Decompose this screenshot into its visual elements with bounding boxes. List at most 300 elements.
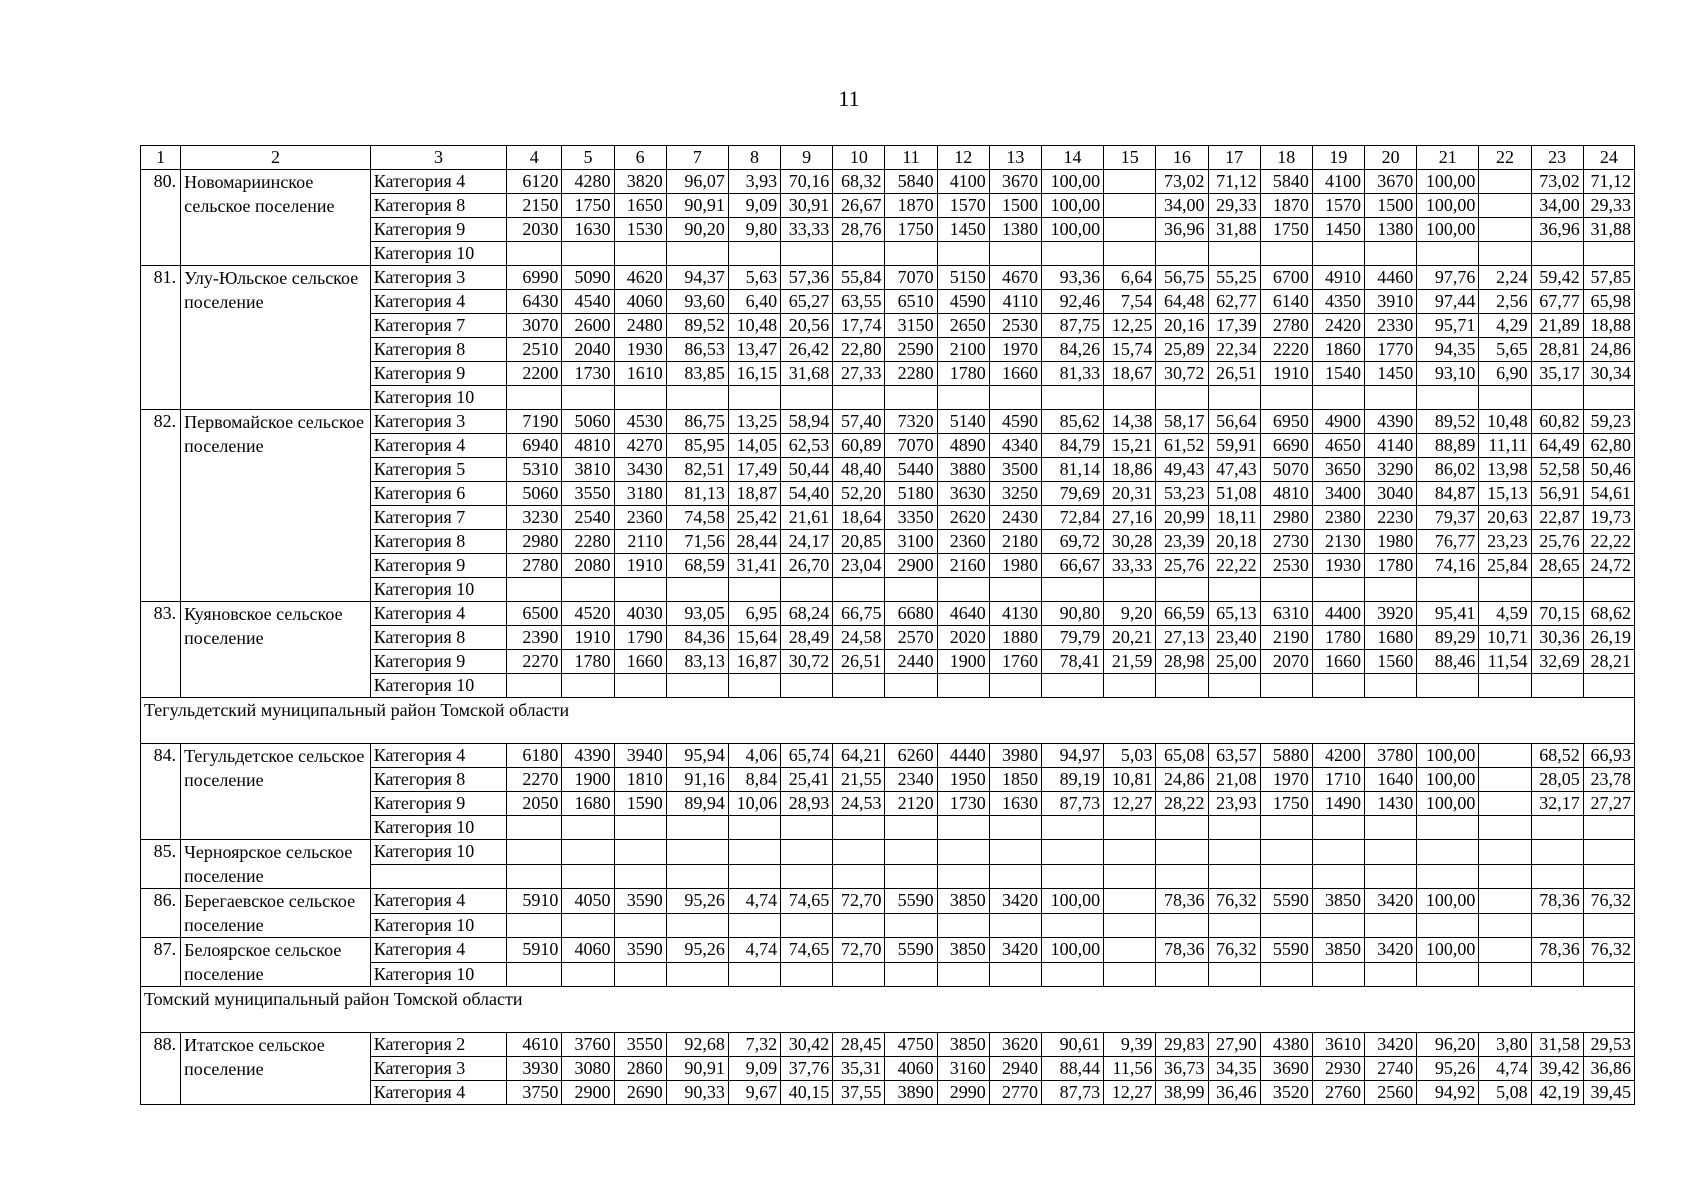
category-cell: Категория 8 bbox=[370, 194, 506, 218]
value-cell: 2540 bbox=[562, 506, 614, 530]
value-cell: 28,65 bbox=[1531, 554, 1583, 578]
value-cell: 5090 bbox=[562, 266, 614, 290]
value-cell bbox=[1417, 962, 1479, 987]
value-cell: 36,73 bbox=[1156, 1057, 1208, 1081]
value-cell: 1780 bbox=[562, 650, 614, 674]
value-cell: 72,70 bbox=[833, 889, 885, 914]
value-cell: 81,13 bbox=[666, 482, 728, 506]
value-cell: 27,27 bbox=[1583, 792, 1634, 816]
value-cell bbox=[833, 864, 885, 889]
value-cell: 72,84 bbox=[1041, 506, 1103, 530]
value-cell bbox=[937, 816, 989, 840]
value-cell bbox=[1531, 816, 1583, 840]
value-cell: 27,90 bbox=[1208, 1033, 1260, 1057]
value-cell bbox=[1104, 218, 1156, 242]
value-cell bbox=[1479, 889, 1531, 914]
value-cell: 4650 bbox=[1312, 434, 1364, 458]
value-cell: 2480 bbox=[614, 314, 666, 338]
category-cell: Категория 4 bbox=[370, 889, 506, 914]
value-cell: 18,11 bbox=[1208, 506, 1260, 530]
value-cell bbox=[1156, 962, 1208, 987]
value-cell: 4280 bbox=[562, 170, 614, 194]
value-cell bbox=[1208, 864, 1260, 889]
value-cell: 3820 bbox=[614, 170, 666, 194]
value-cell bbox=[1417, 578, 1479, 602]
value-cell bbox=[666, 386, 728, 410]
value-cell: 6500 bbox=[507, 602, 562, 626]
value-cell: 4030 bbox=[614, 602, 666, 626]
value-cell: 50,44 bbox=[781, 458, 833, 482]
value-cell bbox=[1104, 242, 1156, 266]
value-cell bbox=[1312, 962, 1364, 987]
category-cell: Категория 4 bbox=[370, 938, 506, 963]
value-cell: 10,06 bbox=[728, 792, 780, 816]
value-cell: 4380 bbox=[1260, 1033, 1312, 1057]
value-cell: 83,13 bbox=[666, 650, 728, 674]
value-cell bbox=[1260, 840, 1312, 865]
value-cell: 2860 bbox=[614, 1057, 666, 1081]
value-cell: 95,26 bbox=[1417, 1057, 1479, 1081]
value-cell bbox=[1208, 816, 1260, 840]
value-cell: 4340 bbox=[989, 434, 1041, 458]
value-cell: 9,09 bbox=[728, 194, 780, 218]
value-cell: 3630 bbox=[937, 482, 989, 506]
category-cell: Категория 10 bbox=[370, 578, 506, 602]
value-cell bbox=[507, 913, 562, 938]
category-cell: Категория 4 bbox=[370, 1081, 506, 1105]
category-cell: Категория 10 bbox=[370, 913, 506, 938]
value-cell: 4590 bbox=[937, 290, 989, 314]
value-cell bbox=[1531, 674, 1583, 698]
value-cell bbox=[728, 386, 780, 410]
value-cell: 30,36 bbox=[1531, 626, 1583, 650]
value-cell bbox=[614, 386, 666, 410]
value-cell: 4,74 bbox=[1479, 1057, 1531, 1081]
value-cell: 22,22 bbox=[1208, 554, 1260, 578]
value-cell bbox=[1156, 386, 1208, 410]
value-cell: 17,74 bbox=[833, 314, 885, 338]
value-cell: 1570 bbox=[937, 194, 989, 218]
value-cell bbox=[1208, 578, 1260, 602]
value-cell: 76,32 bbox=[1583, 938, 1634, 963]
value-cell: 36,46 bbox=[1208, 1081, 1260, 1105]
value-cell: 4,59 bbox=[1479, 602, 1531, 626]
category-cell: Категория 9 bbox=[370, 792, 506, 816]
value-cell: 27,33 bbox=[833, 362, 885, 386]
value-cell bbox=[1260, 242, 1312, 266]
value-cell bbox=[1365, 242, 1417, 266]
value-cell: 78,36 bbox=[1531, 889, 1583, 914]
value-cell bbox=[1104, 816, 1156, 840]
value-cell: 7,32 bbox=[728, 1033, 780, 1057]
value-cell: 30,72 bbox=[781, 650, 833, 674]
value-cell: 25,89 bbox=[1156, 338, 1208, 362]
value-cell: 72,70 bbox=[833, 938, 885, 963]
value-cell bbox=[1479, 744, 1531, 768]
value-cell: 12,27 bbox=[1104, 792, 1156, 816]
value-cell: 100,00 bbox=[1041, 170, 1103, 194]
value-cell: 92,68 bbox=[666, 1033, 728, 1057]
value-cell: 97,44 bbox=[1417, 290, 1479, 314]
value-cell: 95,26 bbox=[666, 889, 728, 914]
value-cell: 2990 bbox=[937, 1081, 989, 1105]
table-row bbox=[141, 938, 1635, 963]
value-cell: 7070 bbox=[885, 266, 937, 290]
value-cell: 2120 bbox=[885, 792, 937, 816]
value-cell: 68,62 bbox=[1583, 602, 1634, 626]
header-row bbox=[141, 146, 1635, 170]
value-cell bbox=[1208, 386, 1260, 410]
value-cell bbox=[989, 578, 1041, 602]
value-cell bbox=[1041, 674, 1103, 698]
value-cell bbox=[1417, 242, 1479, 266]
column-header: 13 bbox=[989, 146, 1041, 170]
value-cell: 87,75 bbox=[1041, 314, 1103, 338]
value-cell: 89,52 bbox=[1417, 410, 1479, 434]
value-cell: 49,43 bbox=[1156, 458, 1208, 482]
value-cell: 1500 bbox=[1365, 194, 1417, 218]
value-cell bbox=[833, 962, 885, 987]
value-cell: 90,61 bbox=[1041, 1033, 1103, 1057]
value-cell bbox=[989, 840, 1041, 865]
value-cell: 31,41 bbox=[728, 554, 780, 578]
value-cell: 2980 bbox=[1260, 506, 1312, 530]
settlement-name: Белоярское сельское поселение bbox=[181, 938, 371, 987]
value-cell bbox=[666, 864, 728, 889]
value-cell bbox=[1479, 938, 1531, 963]
value-cell bbox=[781, 578, 833, 602]
value-cell: 3910 bbox=[1365, 290, 1417, 314]
column-header: 22 bbox=[1479, 146, 1531, 170]
value-cell: 4130 bbox=[989, 602, 1041, 626]
value-cell: 2780 bbox=[507, 554, 562, 578]
value-cell: 74,58 bbox=[666, 506, 728, 530]
value-cell: 17,49 bbox=[728, 458, 780, 482]
value-cell: 24,17 bbox=[781, 530, 833, 554]
value-cell: 22,34 bbox=[1208, 338, 1260, 362]
value-cell bbox=[507, 840, 562, 865]
value-cell: 26,42 bbox=[781, 338, 833, 362]
value-cell: 38,99 bbox=[1156, 1081, 1208, 1105]
value-cell: 18,88 bbox=[1583, 314, 1634, 338]
value-cell: 1650 bbox=[614, 194, 666, 218]
value-cell: 3670 bbox=[1365, 170, 1417, 194]
value-cell: 2270 bbox=[507, 650, 562, 674]
value-cell: 84,36 bbox=[666, 626, 728, 650]
value-cell: 3230 bbox=[507, 506, 562, 530]
value-cell: 23,04 bbox=[833, 554, 885, 578]
value-cell bbox=[728, 242, 780, 266]
value-cell bbox=[1104, 962, 1156, 987]
table-row bbox=[141, 1033, 1635, 1057]
category-cell: Категория 4 bbox=[370, 744, 506, 768]
value-cell bbox=[666, 913, 728, 938]
value-cell: 4890 bbox=[937, 434, 989, 458]
value-cell: 1900 bbox=[937, 650, 989, 674]
value-cell bbox=[1365, 674, 1417, 698]
value-cell: 89,19 bbox=[1041, 768, 1103, 792]
category-cell: Категория 8 bbox=[370, 768, 506, 792]
value-cell: 2940 bbox=[989, 1057, 1041, 1081]
value-cell: 9,80 bbox=[728, 218, 780, 242]
value-cell: 55,84 bbox=[833, 266, 885, 290]
value-cell bbox=[1260, 962, 1312, 987]
value-cell: 1640 bbox=[1365, 768, 1417, 792]
value-cell: 14,38 bbox=[1104, 410, 1156, 434]
row-number: 84. bbox=[141, 744, 181, 840]
value-cell: 3550 bbox=[614, 1033, 666, 1057]
value-cell: 9,67 bbox=[728, 1081, 780, 1105]
value-cell: 3620 bbox=[989, 1033, 1041, 1057]
value-cell: 4350 bbox=[1312, 290, 1364, 314]
value-cell: 22,22 bbox=[1583, 530, 1634, 554]
value-cell bbox=[885, 864, 937, 889]
value-cell bbox=[1417, 864, 1479, 889]
value-cell: 25,76 bbox=[1531, 530, 1583, 554]
value-cell: 96,07 bbox=[666, 170, 728, 194]
value-cell: 31,58 bbox=[1531, 1033, 1583, 1057]
value-cell: 63,57 bbox=[1208, 744, 1260, 768]
column-header: 21 bbox=[1417, 146, 1479, 170]
value-cell: 1900 bbox=[562, 768, 614, 792]
value-cell bbox=[507, 962, 562, 987]
value-cell bbox=[1041, 913, 1103, 938]
value-cell: 4810 bbox=[562, 434, 614, 458]
value-cell: 2190 bbox=[1260, 626, 1312, 650]
value-cell: 1450 bbox=[1312, 218, 1364, 242]
value-cell: 23,78 bbox=[1583, 768, 1634, 792]
value-cell: 26,70 bbox=[781, 554, 833, 578]
value-cell bbox=[1479, 170, 1531, 194]
value-cell bbox=[1479, 768, 1531, 792]
value-cell: 3520 bbox=[1260, 1081, 1312, 1105]
value-cell bbox=[1365, 864, 1417, 889]
value-cell: 100,00 bbox=[1417, 768, 1479, 792]
value-cell: 68,52 bbox=[1531, 744, 1583, 768]
value-cell: 21,55 bbox=[833, 768, 885, 792]
value-cell: 2900 bbox=[562, 1081, 614, 1105]
value-cell: 19,73 bbox=[1583, 506, 1634, 530]
value-cell bbox=[1260, 913, 1312, 938]
value-cell bbox=[614, 816, 666, 840]
category-cell: Категория 3 bbox=[370, 410, 506, 434]
value-cell: 5,63 bbox=[728, 266, 780, 290]
row-number: 83. bbox=[141, 602, 181, 698]
column-header: 15 bbox=[1104, 146, 1156, 170]
value-cell: 88,89 bbox=[1417, 434, 1479, 458]
value-cell: 1530 bbox=[614, 218, 666, 242]
value-cell bbox=[1583, 864, 1634, 889]
value-cell bbox=[989, 674, 1041, 698]
value-cell: 100,00 bbox=[1417, 744, 1479, 768]
value-cell: 4390 bbox=[1365, 410, 1417, 434]
value-cell: 90,33 bbox=[666, 1081, 728, 1105]
value-cell: 28,49 bbox=[781, 626, 833, 650]
value-cell: 60,89 bbox=[833, 434, 885, 458]
value-cell: 93,05 bbox=[666, 602, 728, 626]
value-cell bbox=[507, 674, 562, 698]
value-cell: 74,65 bbox=[781, 889, 833, 914]
value-cell bbox=[937, 913, 989, 938]
value-cell: 1910 bbox=[562, 626, 614, 650]
category-cell bbox=[370, 864, 506, 889]
category-cell: Категория 9 bbox=[370, 554, 506, 578]
value-cell: 97,76 bbox=[1417, 266, 1479, 290]
value-cell bbox=[728, 674, 780, 698]
value-cell: 100,00 bbox=[1417, 938, 1479, 963]
value-cell: 2780 bbox=[1260, 314, 1312, 338]
value-cell: 2020 bbox=[937, 626, 989, 650]
category-cell: Категория 7 bbox=[370, 314, 506, 338]
value-cell: 9,09 bbox=[728, 1057, 780, 1081]
value-cell: 39,42 bbox=[1531, 1057, 1583, 1081]
value-cell: 30,34 bbox=[1583, 362, 1634, 386]
value-cell bbox=[666, 962, 728, 987]
value-cell: 3850 bbox=[937, 1033, 989, 1057]
value-cell bbox=[937, 962, 989, 987]
data-table bbox=[140, 145, 1635, 1105]
value-cell: 1680 bbox=[1365, 626, 1417, 650]
value-cell: 25,42 bbox=[728, 506, 780, 530]
value-cell: 3100 bbox=[885, 530, 937, 554]
row-number: 86. bbox=[141, 889, 181, 938]
value-cell: 66,93 bbox=[1583, 744, 1634, 768]
value-cell: 4,74 bbox=[728, 938, 780, 963]
value-cell: 4900 bbox=[1312, 410, 1364, 434]
value-cell bbox=[1156, 864, 1208, 889]
value-cell: 3880 bbox=[937, 458, 989, 482]
category-cell: Категория 10 bbox=[370, 962, 506, 987]
value-cell: 5,08 bbox=[1479, 1081, 1531, 1105]
value-cell bbox=[781, 816, 833, 840]
value-cell: 94,97 bbox=[1041, 744, 1103, 768]
value-cell bbox=[1531, 242, 1583, 266]
value-cell: 6700 bbox=[1260, 266, 1312, 290]
column-header: 11 bbox=[885, 146, 937, 170]
value-cell: 14,05 bbox=[728, 434, 780, 458]
value-cell: 34,00 bbox=[1531, 194, 1583, 218]
value-cell bbox=[1104, 194, 1156, 218]
column-header: 8 bbox=[728, 146, 780, 170]
value-cell: 15,64 bbox=[728, 626, 780, 650]
category-cell: Категория 8 bbox=[370, 626, 506, 650]
value-cell: 4,06 bbox=[728, 744, 780, 768]
value-cell: 4100 bbox=[1312, 170, 1364, 194]
value-cell: 5070 bbox=[1260, 458, 1312, 482]
value-cell: 6510 bbox=[885, 290, 937, 314]
value-cell bbox=[1156, 816, 1208, 840]
value-cell: 5,03 bbox=[1104, 744, 1156, 768]
value-cell: 2,56 bbox=[1479, 290, 1531, 314]
settlement-name: Куяновское сельское поселение bbox=[181, 602, 371, 698]
value-cell: 33,33 bbox=[1104, 554, 1156, 578]
value-cell: 20,99 bbox=[1156, 506, 1208, 530]
value-cell: 100,00 bbox=[1041, 194, 1103, 218]
value-cell: 4110 bbox=[989, 290, 1041, 314]
value-cell: 2080 bbox=[562, 554, 614, 578]
value-cell: 1860 bbox=[1312, 338, 1364, 362]
value-cell: 3400 bbox=[1312, 482, 1364, 506]
value-cell: 4400 bbox=[1312, 602, 1364, 626]
column-header: 5 bbox=[562, 146, 614, 170]
value-cell: 61,52 bbox=[1156, 434, 1208, 458]
value-cell: 62,77 bbox=[1208, 290, 1260, 314]
value-cell: 3150 bbox=[885, 314, 937, 338]
value-cell bbox=[781, 864, 833, 889]
value-cell: 32,17 bbox=[1531, 792, 1583, 816]
value-cell: 3420 bbox=[1365, 1033, 1417, 1057]
value-cell: 54,61 bbox=[1583, 482, 1634, 506]
value-cell: 1680 bbox=[562, 792, 614, 816]
value-cell: 2600 bbox=[562, 314, 614, 338]
value-cell: 94,37 bbox=[666, 266, 728, 290]
value-cell: 65,08 bbox=[1156, 744, 1208, 768]
value-cell: 6,40 bbox=[728, 290, 780, 314]
value-cell: 13,25 bbox=[728, 410, 780, 434]
value-cell bbox=[989, 816, 1041, 840]
value-cell bbox=[1479, 674, 1531, 698]
value-cell: 3040 bbox=[1365, 482, 1417, 506]
value-cell bbox=[614, 578, 666, 602]
value-cell: 6310 bbox=[1260, 602, 1312, 626]
value-cell: 3750 bbox=[507, 1081, 562, 1105]
value-cell: 1880 bbox=[989, 626, 1041, 650]
value-cell: 25,00 bbox=[1208, 650, 1260, 674]
value-cell bbox=[614, 913, 666, 938]
value-cell: 3,80 bbox=[1479, 1033, 1531, 1057]
value-cell: 1980 bbox=[1365, 530, 1417, 554]
value-cell: 24,72 bbox=[1583, 554, 1634, 578]
value-cell: 37,55 bbox=[833, 1081, 885, 1105]
value-cell bbox=[507, 816, 562, 840]
value-cell bbox=[562, 674, 614, 698]
value-cell: 3590 bbox=[614, 889, 666, 914]
value-cell: 5180 bbox=[885, 482, 937, 506]
value-cell: 18,86 bbox=[1104, 458, 1156, 482]
value-cell bbox=[885, 578, 937, 602]
value-cell: 91,16 bbox=[666, 768, 728, 792]
value-cell: 28,21 bbox=[1583, 650, 1634, 674]
value-cell: 2530 bbox=[1260, 554, 1312, 578]
table-row bbox=[141, 889, 1635, 914]
value-cell bbox=[781, 386, 833, 410]
value-cell: 3590 bbox=[614, 938, 666, 963]
category-cell: Категория 3 bbox=[370, 1057, 506, 1081]
value-cell: 16,87 bbox=[728, 650, 780, 674]
value-cell: 3430 bbox=[614, 458, 666, 482]
category-cell: Категория 10 bbox=[370, 816, 506, 840]
value-cell: 100,00 bbox=[1041, 889, 1103, 914]
value-cell bbox=[1479, 242, 1531, 266]
value-cell: 79,69 bbox=[1041, 482, 1103, 506]
value-cell bbox=[1104, 840, 1156, 865]
value-cell bbox=[1531, 386, 1583, 410]
district-name: Тегульдетский муниципальный район Томской области bbox=[141, 698, 1635, 744]
value-cell: 1450 bbox=[937, 218, 989, 242]
value-cell: 56,64 bbox=[1208, 410, 1260, 434]
value-cell: 76,77 bbox=[1417, 530, 1479, 554]
value-cell bbox=[666, 674, 728, 698]
value-cell: 95,71 bbox=[1417, 314, 1479, 338]
value-cell bbox=[507, 242, 562, 266]
value-cell: 4,74 bbox=[728, 889, 780, 914]
value-cell: 16,15 bbox=[728, 362, 780, 386]
value-cell: 67,77 bbox=[1531, 290, 1583, 314]
value-cell bbox=[1156, 674, 1208, 698]
value-cell bbox=[728, 913, 780, 938]
value-cell: 11,11 bbox=[1479, 434, 1531, 458]
value-cell bbox=[1104, 938, 1156, 963]
